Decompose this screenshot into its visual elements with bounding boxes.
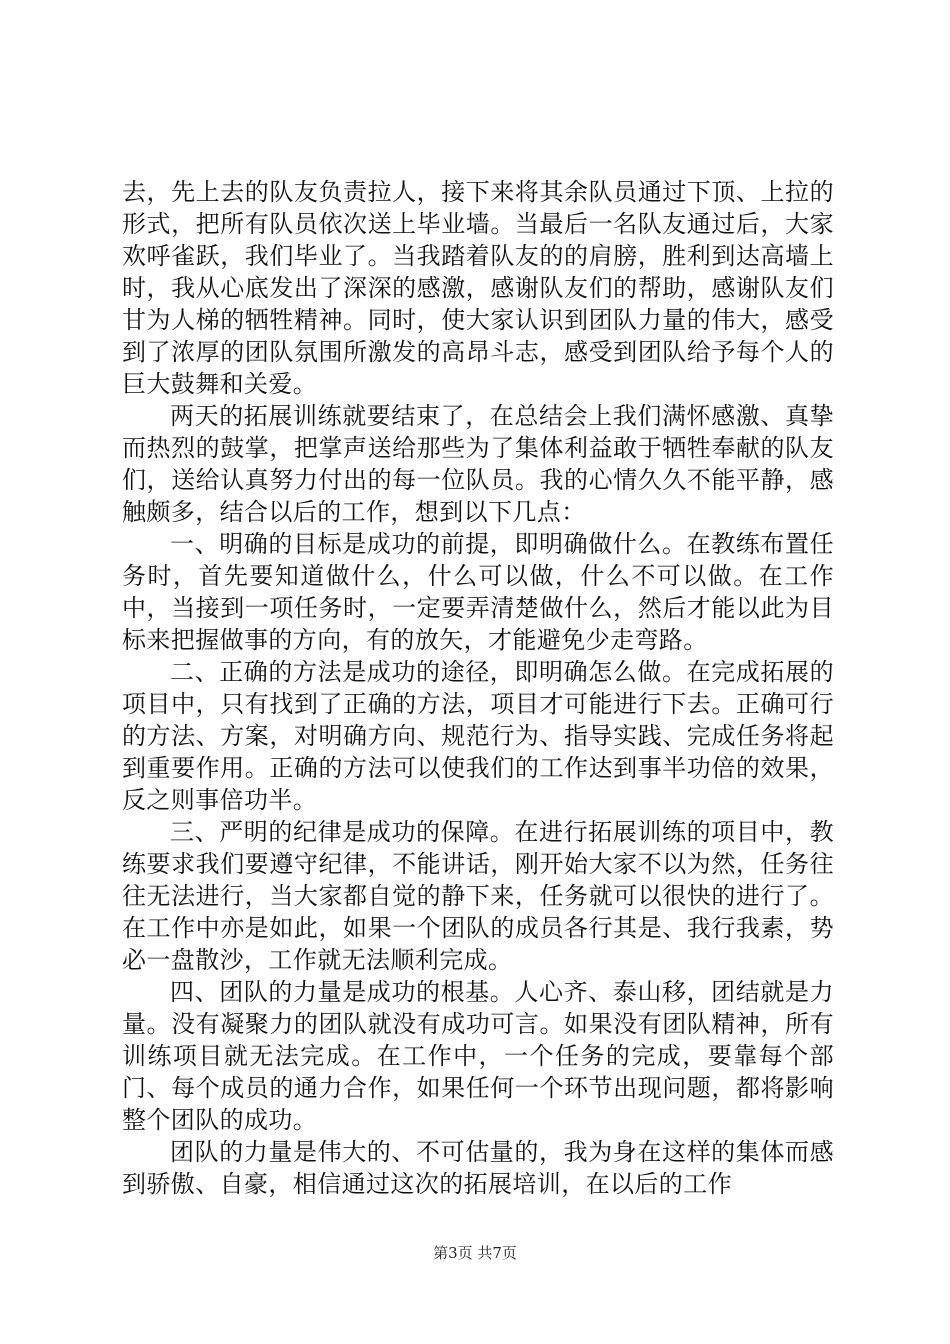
page-footer	[0, 1243, 950, 1263]
paragraph-continued: 去，先上去的队友负责拉人，接下来将其余队员通过下顶、上拉的形式，把所有队员依次送上毕业墙。当最后一名队友通过后，大家欢呼雀跃，我们毕业了。当我踏着队友的的肩膀，胜利到达高墙上时，我从心底发出了深深的感激，感谢队友们的帮助，感谢队友们甘为人梯的牺牲精神。同时，使大家认识到团队力量的伟大，感受到了浓厚的团队氛围所激发的高昂斗志，感受到团队给予每个人的巨大鼓舞和关爱。	[122, 178, 834, 398]
document-body	[122, 176, 834, 1200]
paragraph-training-summary: 两天的拓展训练就要结束了，在总结会上我们满怀感激、真挚而热烈的鼓掌，把掌声送给那些为了集体利益敢于牺牲奉献的队友们，送给认真努力付出的每一位队员。我的心情久久不能平静，感触颇多，结合以后的工作，想到以下几点：	[122, 402, 834, 526]
paragraph-point-two: 二、正确的方法是成功的途径，即明确怎么做。在完成拓展的项目中，只有找到了正确的方法，项目才可能进行下去。正确可行的方法、方案，对明确方向、规范行为、指导实践、完成任务将起到重要作用。正确的方法可以使我们的工作达到事半功倍的效果，反之则事倍功半。	[122, 658, 834, 814]
page-number: 第3页 共7页	[433, 1244, 517, 1262]
paragraph-point-four: 四、团队的力量是成功的根基。人心齐、泰山移，团结就是力量。没有凝聚力的团队就没有成功可言。如果没有团队精神，所有训练项目就无法完成。在工作中，一个任务的完成，要靠每个部门、每个成员的通力合作，如果任何一个环节出现问题，都将影响整个团队的成功。	[122, 978, 834, 1134]
paragraph-point-one: 一、明确的目标是成功的前提，即明确做什么。在教练布置任务时，首先要知道做什么，什么可以做，什么不可以做。在工作中，当接到一项任务时，一定要弄清楚做什么，然后才能以此为目标来把握做事的方向，有的放矢，才能避免少走弯路。	[122, 530, 834, 654]
paragraph-point-three: 三、严明的纪律是成功的保障。在进行拓展训练的项目中，教练要求我们要遵守纪律，不能讲话，刚开始大家不以为然，任务往往无法进行，当大家都自觉的静下来，任务就可以很快的进行了。在工作中亦是如此，如果一个团队的成员各行其是、我行我素，势必一盘散沙，工作就无法顺利完成。	[122, 818, 834, 974]
paragraph-conclusion: 团队的力量是伟大的、不可估量的，我为身在这样的集体而感到骄傲、自豪，相信通过这次的拓展培训，在以后的工作	[122, 1138, 834, 1198]
